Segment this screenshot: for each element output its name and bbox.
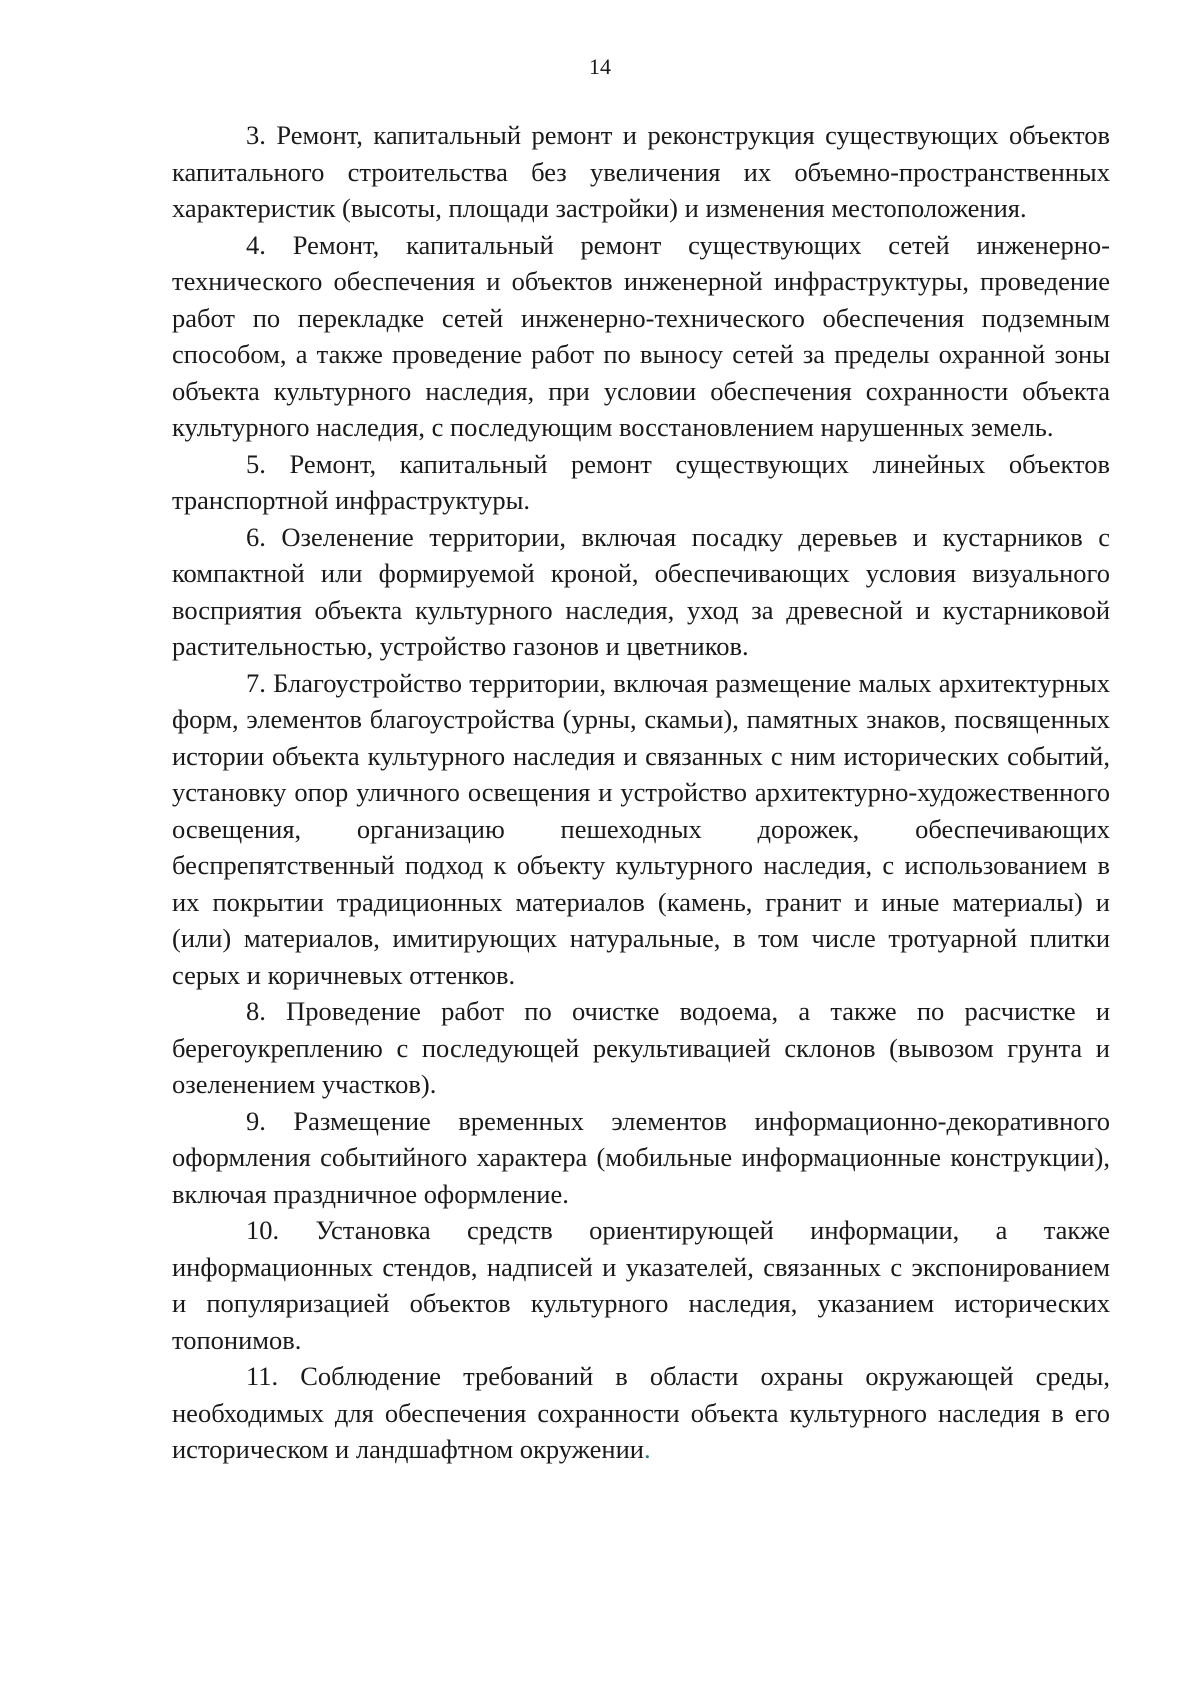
paragraph-item-7: 7. Благоустройство территории, включая размещение малых архитектурных форм, элементов благоустройства (урны, скамьи), памятных знаков, посвященных истории объекта культурного наследия и связанных с ним исторических событий, установку опор уличного освещения и устройство архитектурно-художественного освещения, организацию пешеходных дорожек, обеспечивающих беспрепятственный подход к объекту культурного наследия, с использованием в их покрытии традиционных материалов (камень, гранит и иные материалы) и (или) материалов, имитирующих натуральные, в том числе тротуарной плитки серых и коричневых оттенков.	[172, 667, 1110, 990]
paragraph-item-10: 10. Установка средств ориентирующей информации, а также информационных стендов, надписей и указателей, связанных с экспонированием и популяризацией объектов культурного наследия, указанием исторических топонимов.	[172, 1215, 1110, 1355]
paragraph-item-3: 3. Ремонт, капитальный ремонт и реконструкция существующих объектов капитального строительства без увеличения их объемно-пространственных характеристик (высоты, площади застройки) и изменения местоположения.	[172, 120, 1110, 223]
page-number: 14	[589, 54, 611, 79]
document-body	[172, 117, 1110, 1468]
paragraph-item-4: 4. Ремонт, капитальный ремонт существующих сетей инженерно-технического обеспечения и объектов инженерной инфраструктуры, проведение работ по перекладке сетей инженерно-технического обеспечения подземным способом, а также проведение работ по выносу сетей за пределы охранной зоны объекта культурного наследия, при условии обеспечения сохранности объекта культурного наследия, с последующим восстановлением нарушенных земель.	[172, 229, 1110, 442]
paragraph-item-8: 8. Проведение работ по очистке водоема, а также по расчистке и берегоукреплению с последующей рекультивацией склонов (вывозом грунта и озеленением участков).	[172, 996, 1110, 1099]
paragraph-item-11-text: 11. Соблюдение требований в области охраны окружающей среды, необходимых для обеспечения сохранности объекта культурного наследия в его историческом и ландшафтном окружении	[172, 1361, 1110, 1464]
paragraph-item-11	[172, 1358, 1110, 1468]
paragraph-item-5: 5. Ремонт, капитальный ремонт существующих линейных объектов транспортной инфраструктуры.	[172, 448, 1110, 515]
final-period: .	[643, 1434, 651, 1464]
paragraph-item-6: 6. Озеленение территории, включая посадку деревьев и кустарников с компактной или формируемой кроной, обеспечивающих условия визуального восприятия объекта культурного наследия, уход за древесной и кустарниковой растительностью, устройство газонов и цветников.	[172, 521, 1110, 661]
paragraph-item-9: 9. Размещение временных элементов информационно-декоративного оформления событийного характера (мобильные информационные конструкции), включая праздничное оформление.	[172, 1105, 1110, 1209]
